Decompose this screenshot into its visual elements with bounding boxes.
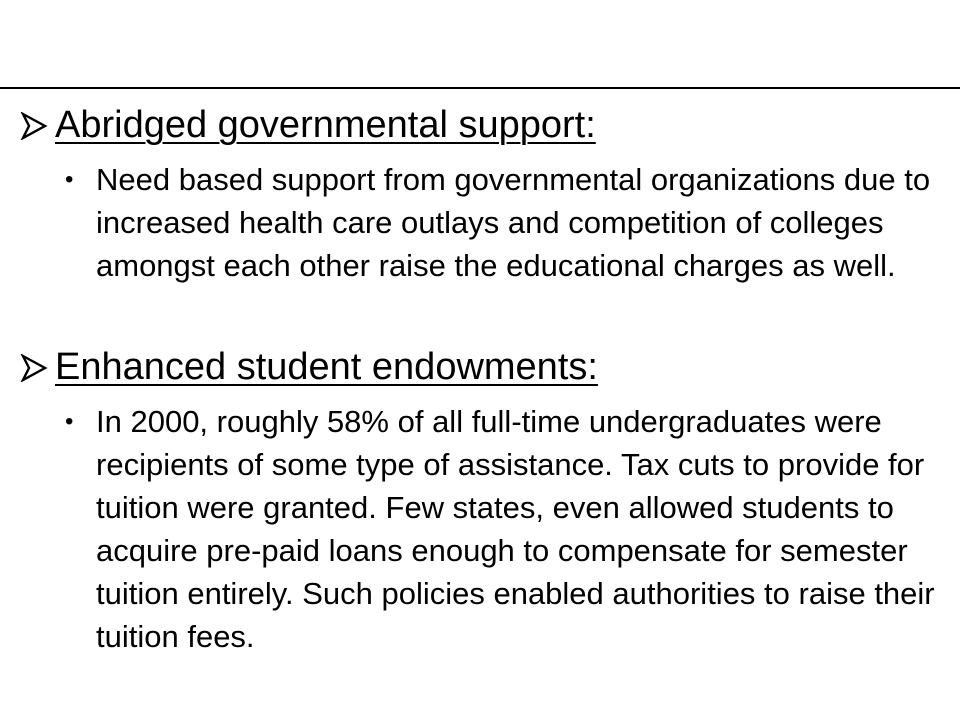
section-student-endowments (0, 342, 960, 658)
section-abridged-support (0, 100, 960, 287)
bullet-dot-icon: • (65, 408, 74, 435)
arrow-right-icon (20, 112, 48, 140)
arrow-right-icon (20, 354, 48, 382)
section-heading: Abridged governmental support: (55, 104, 596, 146)
bullet-dot-icon: • (65, 166, 74, 193)
section-heading-row (0, 342, 960, 392)
section-heading: Enhanced student endowments: (55, 346, 598, 388)
bullet-item (0, 400, 960, 658)
top-divider (0, 87, 960, 89)
bullet-item (0, 158, 960, 287)
section-heading-row (0, 100, 960, 150)
bullet-text: Need based support from governmental organizations due to increased health care outlays and competition of colleges amongst each other raise the educational charges as well. (96, 162, 931, 283)
bullet-text: In 2000, roughly 58% of all full-time undergraduates were recipients of some type of assistance. Tax cuts to provide for tuition were granted. Few states, even allowed students to acquire pre-paid loans enough to compensate for semester tuition entirely. Such policies enabled authorities to raise their tuition fees. (96, 404, 935, 654)
